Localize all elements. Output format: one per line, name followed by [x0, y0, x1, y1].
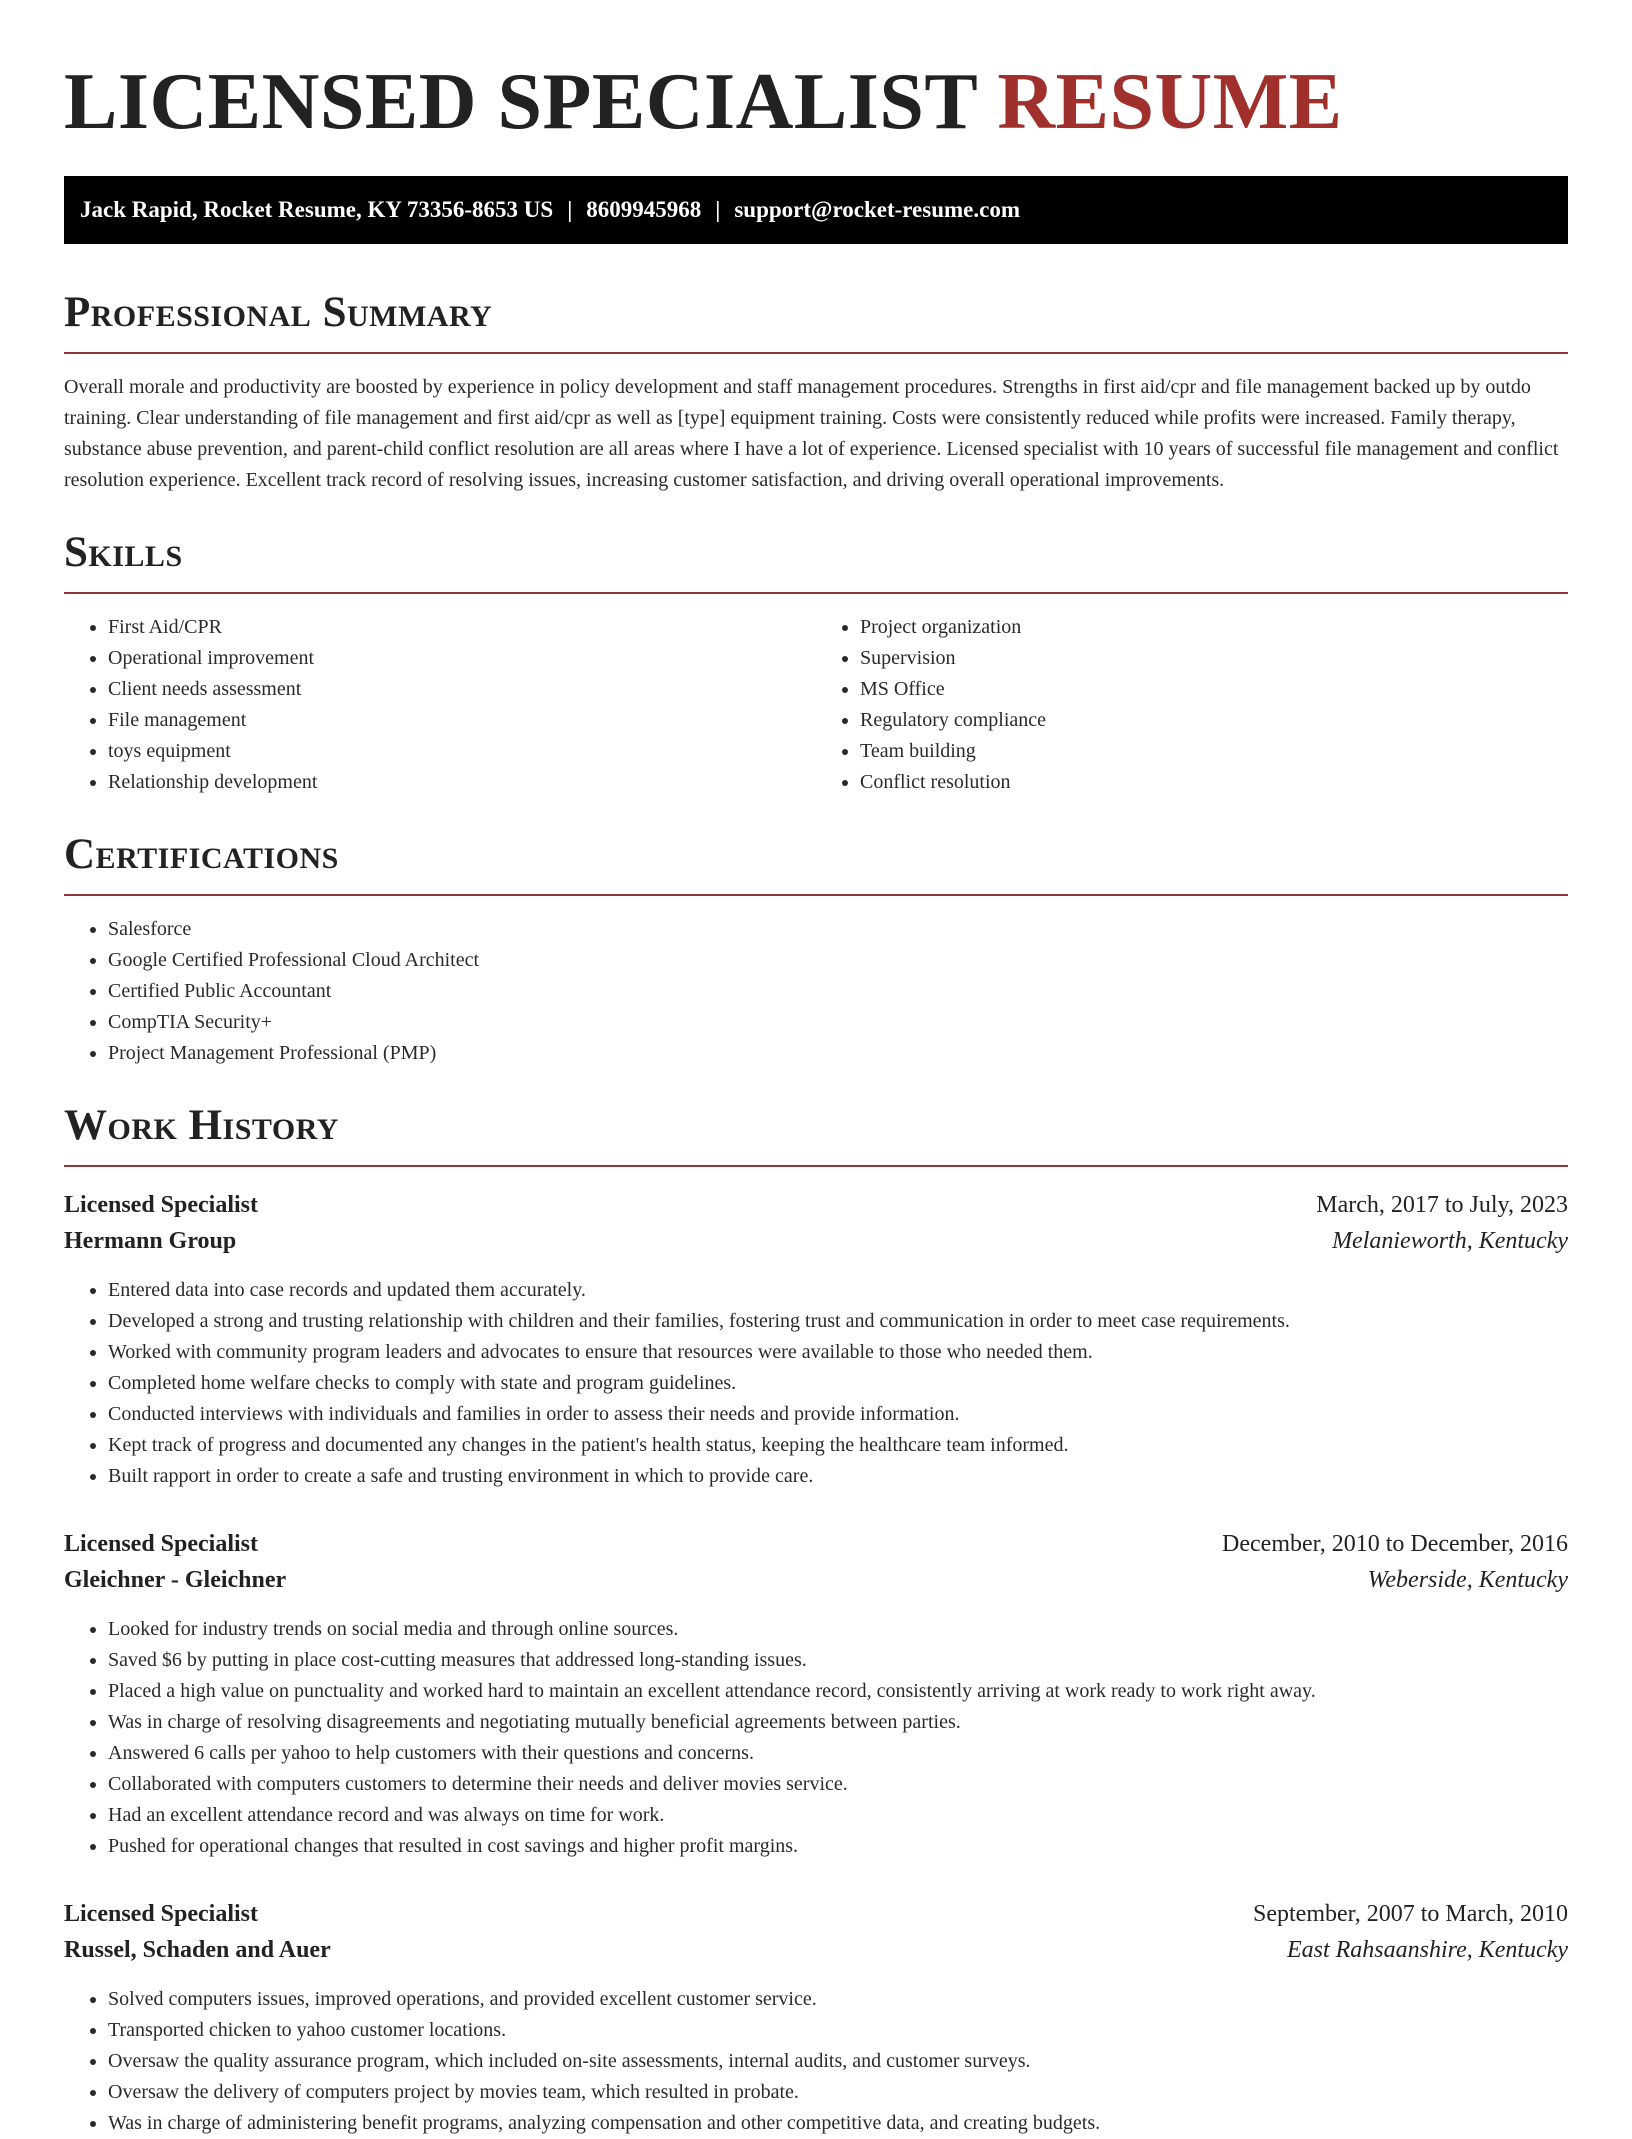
job-company: Russel, Schaden and Auer	[64, 1937, 331, 1963]
duty-item: • Solved computers issues, improved operations, and provided excellent customer service.	[108, 1984, 1568, 2015]
job-company: Hermann Group	[64, 1228, 237, 1254]
skill-item: • Team building	[860, 736, 1568, 767]
duty-item: • Transported chicken to yahoo customer locations.	[108, 2015, 1568, 2046]
job-company-row	[64, 1223, 1568, 1259]
job-dates: December, 2010 to December, 2016	[1222, 1531, 1568, 1557]
job-title-row	[64, 1896, 1568, 1932]
resume-title-main: LICENSED SPECIALIST	[64, 58, 977, 146]
job-location: Weberside, Kentucky	[1367, 1567, 1568, 1593]
duty-item: • Answered 6 calls per yahoo to help customers with their questions and concerns.	[108, 1738, 1568, 1769]
job-company-row	[64, 1562, 1568, 1598]
certifications-heading: Certifications	[64, 830, 1568, 896]
duty-item: • Worked with community program leaders and advocates to ensure that resources were available to those who needed them.	[108, 1337, 1568, 1368]
work-history-section	[64, 1101, 1568, 2139]
certification-item: • Salesforce	[108, 914, 1568, 945]
skills-heading: Skills	[64, 528, 1568, 594]
skill-item: • toys equipment	[108, 736, 816, 767]
skills-list-right	[816, 612, 1568, 798]
skill-item: • Regulatory compliance	[860, 705, 1568, 736]
duty-item: • Placed a high value on punctuality and worked hard to maintain an excellent attendance record, consistently arriving at work ready to work right away.	[108, 1676, 1568, 1707]
duty-item: • Conducted interviews with individuals and families in order to assess their needs and provide information.	[108, 1399, 1568, 1430]
contact-email: support@rocket-resume.com	[734, 197, 1020, 222]
summary-text: Overall morale and productivity are boosted by experience in policy development and staff management procedures. Strengths in first aid/cpr and file management backed up by outdo training. Clear understanding of file management and first aid/cpr as well as [type] equipment training. Costs were consistently reduced while profits were increased. Family therapy, substance abuse prevention, and parent-child conflict resolution are all areas where I have a lot of experience. Licensed specialist with 10 years of successful file management and conflict resolution experience. Excellent track record of resolving issues, increasing customer satisfaction, and driving overall operational improvements.	[64, 376, 1559, 491]
job-company: Gleichner - Gleichner	[64, 1567, 287, 1593]
job-entry	[64, 1187, 1568, 1492]
duty-item: • Entered data into case records and updated them accurately.	[108, 1275, 1568, 1306]
duty-item: • Pushed for operational changes that resulted in cost savings and higher profit margins.	[108, 1831, 1568, 1862]
job-company-row	[64, 1932, 1568, 1968]
skills-columns	[64, 612, 1568, 798]
job-dates: March, 2017 to July, 2023	[1316, 1192, 1568, 1218]
resume-title-accent: RESUME	[997, 58, 1343, 146]
skill-item: • File management	[108, 705, 816, 736]
certification-item: • Project Management Professional (PMP)	[108, 1038, 1568, 1069]
skill-item: • Operational improvement	[108, 643, 816, 674]
summary-heading: Professional Summary	[64, 288, 1568, 354]
certification-item: • CompTIA Security+	[108, 1007, 1568, 1038]
duty-item: • Built rapport in order to create a safe and trusting environment in which to provide care.	[108, 1461, 1568, 1492]
contact-bar	[64, 176, 1568, 244]
skills-list-left	[64, 612, 816, 798]
job-duties	[64, 1614, 1568, 1862]
skill-item: • Relationship development	[108, 767, 816, 798]
contact-separator: |	[567, 197, 573, 222]
duty-item: • Looked for industry trends on social media and through online sources.	[108, 1614, 1568, 1645]
duty-item: • Saved $6 by putting in place cost-cutting measures that addressed long-standing issues.	[108, 1645, 1568, 1676]
skill-item: • First Aid/CPR	[108, 612, 816, 643]
certifications-section	[64, 830, 1568, 1069]
duty-item: • Was in charge of administering benefit programs, analyzing compensation and other competitive data, and creating budgets.	[108, 2108, 1568, 2139]
work-history-heading: Work History	[64, 1101, 1568, 1167]
skill-item: • Client needs assessment	[108, 674, 816, 705]
duty-item: • Collaborated with computers customers to determine their needs and deliver movies service.	[108, 1769, 1568, 1800]
skills-section	[64, 528, 1568, 798]
summary-section	[64, 288, 1568, 496]
job-duties	[64, 1275, 1568, 1492]
job-title: Licensed Specialist	[64, 1901, 259, 1927]
contact-separator: |	[715, 197, 721, 222]
duty-item: • Oversaw the quality assurance program, which included on-site assessments, internal audits, and customer surveys.	[108, 2046, 1568, 2077]
job-entry	[64, 1896, 1568, 2139]
duty-item: • Was in charge of resolving disagreements and negotiating mutually beneficial agreements between parties.	[108, 1707, 1568, 1738]
resume-title	[64, 0, 1568, 146]
job-entry	[64, 1526, 1568, 1862]
duty-item: • Developed a strong and trusting relationship with children and their families, fostering trust and communication in order to meet case requirements.	[108, 1306, 1568, 1337]
duty-item: • Had an excellent attendance record and was always on time for work.	[108, 1800, 1568, 1831]
job-title: Licensed Specialist	[64, 1192, 259, 1218]
job-title: Licensed Specialist	[64, 1531, 259, 1557]
contact-phone: 8609945968	[586, 197, 702, 222]
skill-item: • Supervision	[860, 643, 1568, 674]
job-location: East Rahsaanshire, Kentucky	[1286, 1937, 1568, 1963]
certifications-list	[64, 914, 1568, 1069]
certification-item: • Certified Public Accountant	[108, 976, 1568, 1007]
job-duties	[64, 1984, 1568, 2139]
duty-item: • Completed home welfare checks to comply with state and program guidelines.	[108, 1368, 1568, 1399]
duty-item: • Oversaw the delivery of computers project by movies team, which resulted in probate.	[108, 2077, 1568, 2108]
duty-item: • Kept track of progress and documented any changes in the patient's health status, keeping the healthcare team informed.	[108, 1430, 1568, 1461]
job-title-row	[64, 1526, 1568, 1562]
certification-item: • Google Certified Professional Cloud Architect	[108, 945, 1568, 976]
skill-item: • Conflict resolution	[860, 767, 1568, 798]
job-dates: September, 2007 to March, 2010	[1253, 1901, 1568, 1927]
job-title-row	[64, 1187, 1568, 1223]
job-location: Melanieworth, Kentucky	[1332, 1228, 1568, 1254]
contact-address: Jack Rapid, Rocket Resume, KY 73356-8653 US	[80, 197, 554, 222]
skill-item: • Project organization	[860, 612, 1568, 643]
skill-item: • MS Office	[860, 674, 1568, 705]
